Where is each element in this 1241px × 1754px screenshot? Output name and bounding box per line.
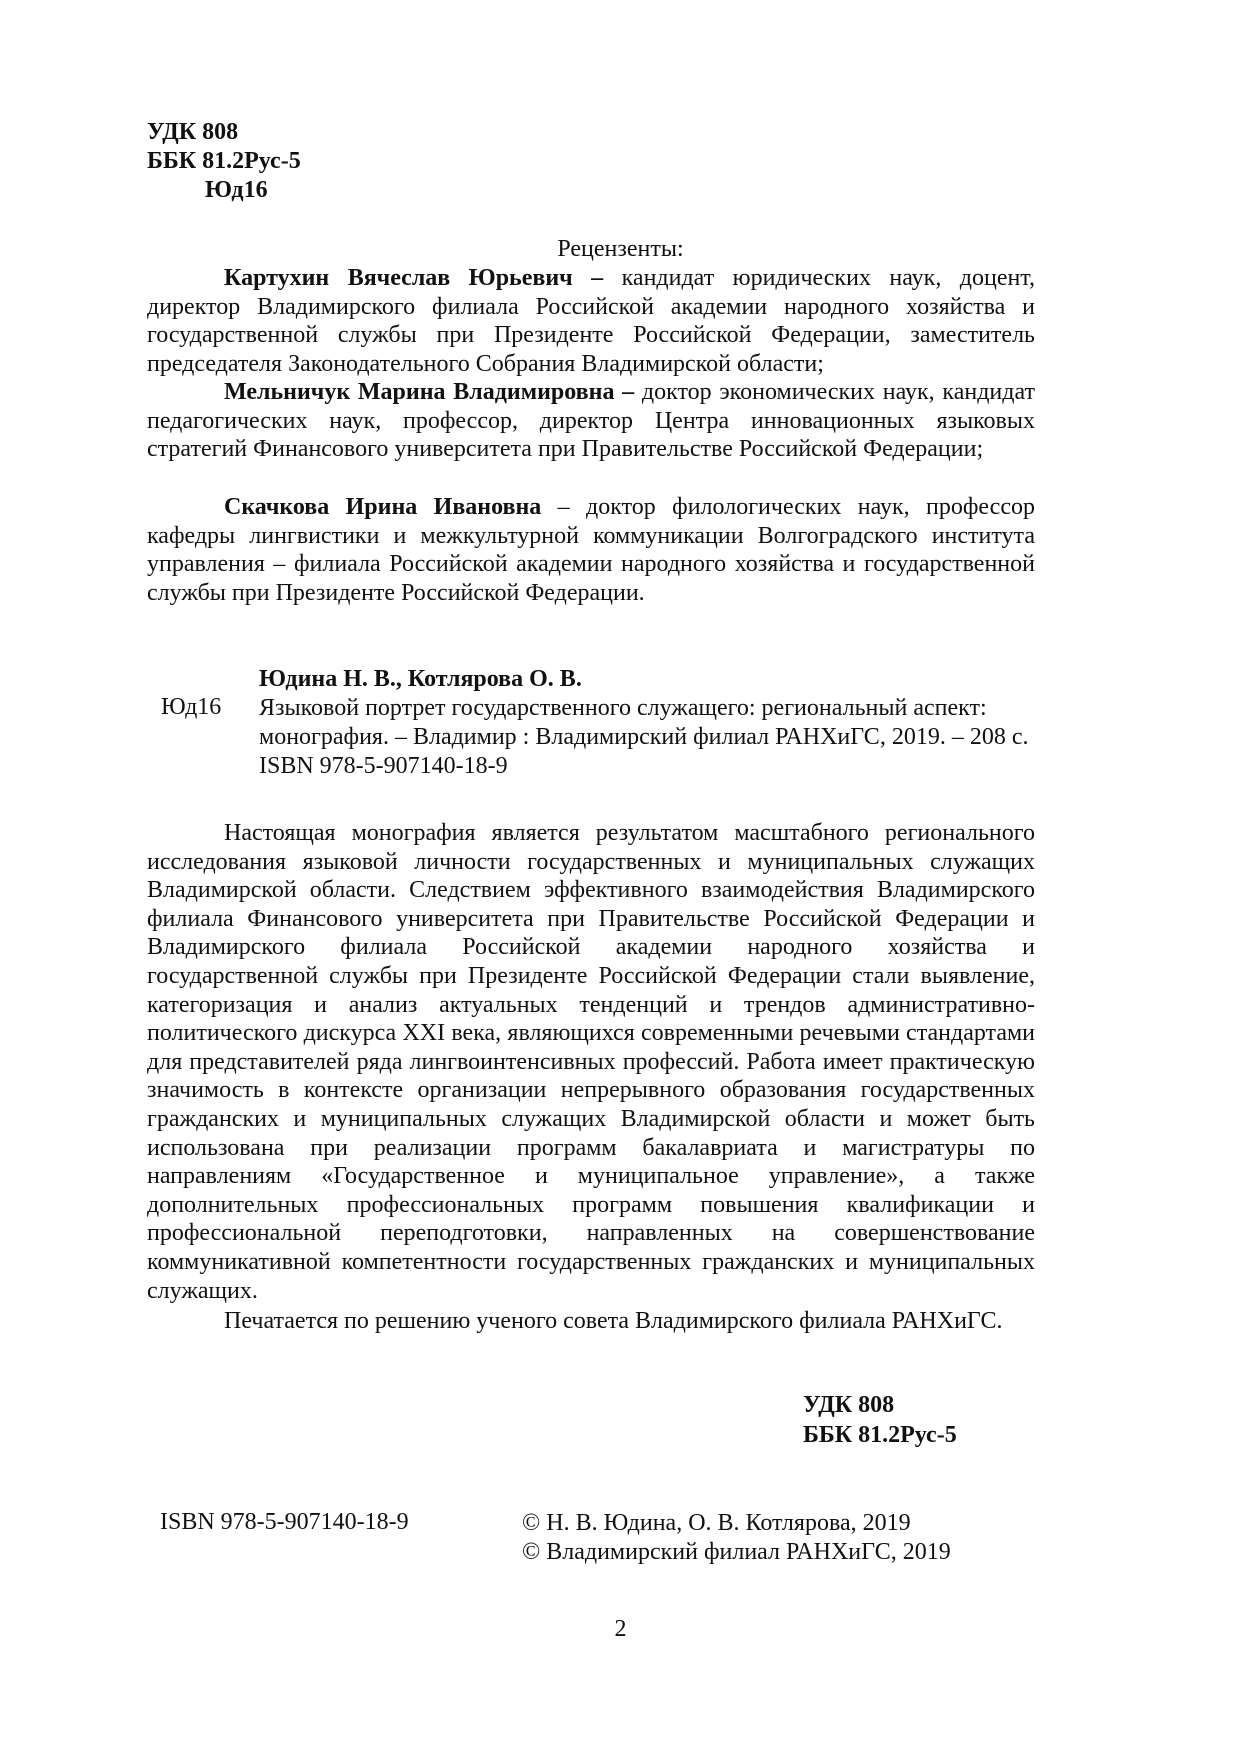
bibliography-isbn: ISBN 978-5-907140-18-9	[259, 753, 508, 779]
reviewer-2	[147, 378, 1035, 464]
reviewer-1-name: Картухин Вячеслав Юрьевич –	[224, 265, 604, 291]
copyright-block	[522, 1509, 951, 1567]
reviewer-3-name: Скачкова Ирина Ивановна	[224, 494, 542, 520]
bottom-classification-codes	[803, 1390, 957, 1450]
reviewer-1-description: кандидат юридических наук, доцент, директор Владимирского филиала Российской академии народного хозяйства и государственной службы при Президенте Российской Федерации, заместитель председателя Законодательного Собрания Владимирской области;	[147, 265, 1035, 377]
reviewer-3-description: – доктор филологических наук, профессор кафедры лингвистики и межкультурной коммуникации Волгоградского института управления – филиала Российской академии народного хозяйства и государственной службы при Президенте Российской Федерации.	[147, 494, 1035, 606]
bibliographic-record	[259, 665, 1035, 781]
bibliography-authors: Юдина Н. В., Котлярова О. В.	[259, 666, 582, 692]
top-classification-codes	[147, 118, 301, 205]
bibliography-title: Языковой портрет государственного служащего: региональный аспект:	[259, 695, 987, 721]
print-note	[147, 1307, 1035, 1336]
reviewers-heading: Рецензенты:	[557, 236, 684, 262]
abstract-text: Настоящая монография является результатом масштабного регионального исследования языковой личности государственных и муниципальных служащих Владимирской области. Следствием эффективного взаимодействия Владимирского филиала Финансового университета при Правительстве Российской Федерации и Владимирского филиала Российской академии народного хозяйства и государственной службы при Президенте Российской Федерации стали выявление, категоризация и анализ актуальных тенденций и трендов административно-политического дискурса XXI века, являющихся современными речевыми стандартами для представителей ряда лингвоинтенсивных профессий. Работа имеет практическую значимость в контексте организации непрерывного образования государственных гражданских и муниципальных служащих Владимирской области и может быть использована при реализации программ бакалавриата и магистратуры по направлениям «Государственное и муниципальное управление», а также дополнительных профессиональных программ повышения квалификации и профессиональной переподготовки, направленных на совершенствование коммуникативной компетентности государственных гражданских и муниципальных служащих.	[147, 820, 1035, 1304]
reviewer-3	[147, 493, 1035, 607]
reviewer-1	[147, 264, 1035, 378]
bibliography-code: Юд16	[161, 694, 222, 720]
copyright-authors: © Н. В. Юдина, О. В. Котлярова, 2019	[522, 1510, 911, 1536]
footer-isbn: ISBN 978-5-907140-18-9	[160, 1509, 409, 1535]
bottom-bbk-code: ББК 81.2Рус-5	[803, 1422, 957, 1448]
bibliography-publication: монография. – Владимир : Владимирский филиал РАНХиГС, 2019. – 208 с.	[259, 724, 1029, 750]
bbk-code: ББК 81.2Рус-5	[147, 148, 301, 174]
author-code: Юд16	[205, 177, 268, 203]
udk-code: УДК 808	[147, 119, 239, 145]
copyright-publisher: © Владимирский филиал РАНХиГС, 2019	[522, 1539, 951, 1565]
reviewer-2-description: доктор экономических наук, кандидат педагогических наук, профессор, директор Центра инновационных языковых стратегий Финансового университета при Правительстве Российской Федерации;	[147, 379, 1035, 463]
bottom-udk-code: УДК 808	[803, 1392, 895, 1418]
reviewer-2-name: Мельничук Марина Владимировна –	[224, 379, 635, 405]
page-number: 2	[614, 1616, 627, 1642]
print-note-text: Печатается по решению ученого совета Владимирского филиала РАНХиГС.	[224, 1308, 1003, 1334]
abstract-paragraph	[147, 819, 1035, 1305]
